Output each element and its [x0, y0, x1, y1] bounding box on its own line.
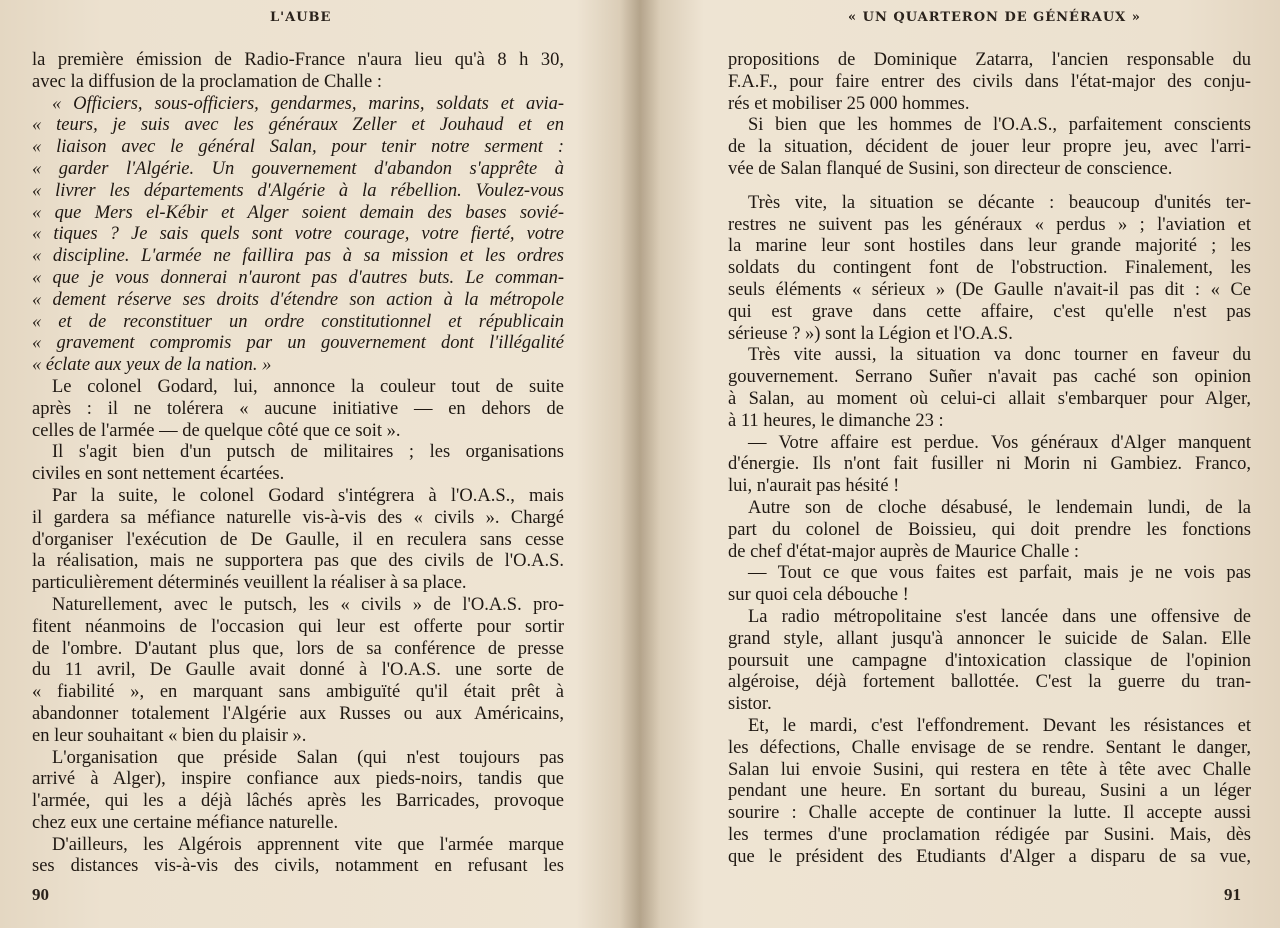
- text-line: « et de reconstituer un ordre constitutionnel et républicain: [32, 311, 564, 332]
- paragraph-gap: [728, 181, 1251, 193]
- text-line: soldats du contingent font de l'obstruction. Finalement, les: [728, 258, 1251, 279]
- text-line: « gravement compromis par un gouvernement dont l'illégalité: [32, 333, 564, 354]
- running-head-right: « UN QUARTERON DE GÉNÉRAUX »: [848, 10, 1141, 25]
- text-line: l'armée, qui les a déjà lâchés après les Barricades, provoque: [32, 791, 564, 812]
- text-line: les défections, Challe envisage de se rendre. Sentant le danger,: [728, 737, 1251, 758]
- text-line: pendant une heure. En sortant du bureau, Susini a un léger: [728, 781, 1251, 802]
- text-line: abandonner totalement l'Algérie aux Russes ou aux Américains,: [32, 703, 564, 724]
- text-line: gouvernement. Serrano Suñer n'avait pas caché son opinion: [728, 367, 1251, 388]
- text-line: « dement réserve ses droits d'étendre son action à la métropole: [32, 289, 564, 310]
- text-line: Autre son de cloche désabusé, le lendemain lundi, de la: [748, 497, 1251, 518]
- text-line: propositions de Dominique Zatarra, l'ancien responsable du: [728, 50, 1251, 70]
- text-line: à Salan, au moment où celui-ci allait s'embarquer pour Alger,: [728, 388, 1251, 409]
- text-line: — Votre affaire est perdue. Vos généraux d'Alger manquent: [748, 432, 1251, 453]
- text-line: d'énergie. Ils n'ont fait fusiller ni Morin ni Gambiez. Franco,: [728, 454, 1251, 475]
- right-page-text: [728, 50, 1251, 868]
- text-line: que le président des Etudiants d'Alger a disparu de sa vue,: [728, 846, 1251, 867]
- text-line: Très vite, la situation se décante : beaucoup d'unités ter-: [748, 192, 1251, 213]
- text-line: « fiabilité », en marquant sans ambiguïté qu'il était prêt à: [32, 682, 564, 703]
- text-line: sistor.: [728, 694, 772, 715]
- text-line: Par la suite, le colonel Godard s'intégrera à l'O.A.S., mais: [52, 485, 564, 506]
- text-line: chez eux une certaine méfiance naturelle.: [32, 812, 339, 833]
- text-line: la première émission de Radio-France n'aura lieu qu'à 8 h 30,: [32, 50, 564, 70]
- text-line: civiles en sont nettement écartées.: [32, 464, 285, 485]
- text-line: sourire : Challe accepte de continuer la lutte. Il accepte aussi: [728, 803, 1251, 824]
- text-line: poursuit une campagne d'intoxication classique de l'opinion: [728, 650, 1251, 671]
- right-page: [640, 0, 1280, 928]
- text-line: après : il ne tolérera « aucune initiative — en dehors de: [32, 398, 564, 419]
- text-line: Si bien que les hommes de l'O.A.S., parfaitement conscients: [748, 115, 1251, 136]
- page-number-right: 91: [1224, 885, 1241, 904]
- text-line: seuls éléments « sérieux » (De Gaulle n'avait-il pas dit : « Ce: [728, 279, 1251, 300]
- text-line: La radio métropolitaine s'est lancée dans une offensive de: [748, 606, 1251, 627]
- text-line: « liaison avec le général Salan, pour tenir notre serment :: [32, 137, 564, 158]
- text-line: en leur souhaitant « bien du plaisir ».: [32, 725, 307, 746]
- text-line: algéroise, déjà fortement ballottée. C'est la guerre du tran-: [728, 672, 1251, 693]
- text-line: « livrer les départements d'Algérie à la rébellion. Voulez-vous: [32, 180, 564, 201]
- page-number-left: 90: [32, 885, 49, 904]
- text-line: Le colonel Godard, lui, annonce la couleur tout de suite: [52, 376, 564, 397]
- text-line: lui, n'aurait pas hésité !: [728, 476, 900, 497]
- text-line: avec la diffusion de la proclamation de Challe :: [32, 71, 383, 92]
- running-head-left: L'AUBE: [270, 10, 332, 25]
- text-line: sérieuse ? ») sont la Légion et l'O.A.S.: [728, 323, 1013, 344]
- text-line: arrivé à Alger), inspire confiance aux pieds-noirs, tandis que: [32, 769, 564, 790]
- text-line: « éclate aux yeux de la nation. »: [32, 355, 272, 376]
- text-line: « Officiers, sous-officiers, gendarmes, marins, soldats et avia-: [52, 93, 564, 114]
- text-line: de l'ombre. D'autant plus que, lors de sa conférence de presse: [32, 638, 564, 659]
- text-line: F.A.F., pour faire entrer des civils dans l'état-major des conju-: [728, 71, 1251, 92]
- text-line: particulièrement déterminés veuillent la réaliser à sa place.: [32, 573, 467, 594]
- text-line: D'ailleurs, les Algérois apprennent vite que l'armée marque: [52, 834, 564, 855]
- text-line: fitent néanmoins de l'occasion qui leur est offerte pour sortir: [32, 616, 564, 637]
- text-line: à 11 heures, le dimanche 23 :: [728, 410, 944, 431]
- text-line: Et, le mardi, c'est l'effondrement. Devant les résistances et: [748, 715, 1251, 736]
- text-line: « que je vous donnerai n'auront pas d'autres buts. Le comman-: [32, 267, 564, 288]
- text-line: qui est grave dans cette affaire, c'est qu'elle n'est pas: [728, 301, 1251, 322]
- text-line: « discipline. L'armée ne faillira pas à sa mission et les ordres: [32, 246, 564, 267]
- text-line: ses distances vis-à-vis des civils, notamment en refusant les: [32, 856, 564, 877]
- text-line: celles de l'armée — de quelque côté que ce soit ».: [32, 420, 401, 441]
- text-line: du 11 avril, De Gaulle avait donné à l'O.A.S. une sorte de: [32, 660, 564, 681]
- text-line: la marine leur sont hostiles dans leur grande majorité ; les: [728, 236, 1251, 257]
- left-page-text: [32, 50, 564, 878]
- text-line: de chef d'état-major auprès de Maurice Challe :: [728, 541, 1080, 562]
- text-line: « garder l'Algérie. Un gouvernement d'abandon s'apprête à: [32, 158, 564, 179]
- text-line: — Tout ce que vous faites est parfait, mais je ne vois pas: [748, 563, 1251, 584]
- text-line: Naturellement, avec le putsch, les « civils » de l'O.A.S. pro-: [52, 594, 564, 615]
- text-line: il gardera sa méfiance naturelle vis-à-vis des « civils ». Chargé: [32, 507, 564, 528]
- text-line: grand style, allant jusqu'à annoncer le suicide de Salan. Elle: [728, 628, 1251, 649]
- text-line: part du colonel de Boissieu, qui doit prendre les fonctions: [728, 519, 1251, 540]
- text-line: rés et mobiliser 25 000 hommes.: [728, 93, 970, 114]
- text-line: Il s'agit bien d'un putsch de militaires ; les organisations: [52, 442, 564, 463]
- text-line: « que Mers el-Kébir et Alger soient demain des bases sovié-: [32, 202, 564, 223]
- text-line: d'organiser l'exécution de De Gaulle, il en reculera sans cesse: [32, 529, 564, 550]
- text-line: L'organisation que préside Salan (qui n'est toujours pas: [52, 747, 564, 768]
- text-line: sur quoi cela débouche !: [728, 585, 909, 606]
- text-line: Salan lui envoie Susini, qui restera en tête à tête avec Challe: [728, 759, 1251, 780]
- text-line: « tiques ? Je sais quels sont votre courage, votre fierté, votre: [32, 224, 564, 245]
- text-line: vée de Salan flanqué de Susini, son directeur de conscience.: [728, 158, 1173, 179]
- text-line: de la situation, décident de jouer leur propre jeu, avec l'arri-: [728, 137, 1251, 158]
- text-line: Très vite aussi, la situation va donc tourner en faveur du: [748, 345, 1251, 366]
- text-line: « teurs, je suis avec les généraux Zeller et Jouhaud et en: [32, 115, 564, 136]
- text-line: la réalisation, mais ne supportera pas que des civils de l'O.A.S.: [32, 551, 564, 572]
- text-line: restres ne suivent pas les généraux « perdus » ; l'aviation et: [728, 214, 1251, 235]
- text-line: les termes d'une proclamation rédigée par Susini. Mais, dès: [728, 824, 1251, 845]
